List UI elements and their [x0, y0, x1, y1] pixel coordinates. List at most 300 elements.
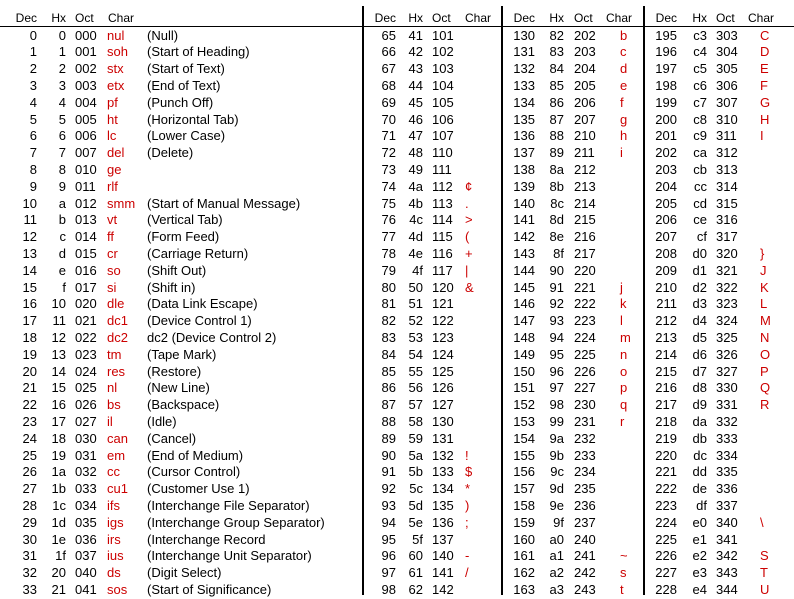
hex-cell: 4a: [408, 178, 423, 194]
description-cell: (Punch Off): [147, 94, 214, 110]
code-name-cell: tm: [107, 346, 122, 362]
hex-cell: 8f: [553, 245, 564, 261]
oct-cell: 022: [75, 329, 97, 345]
oct-cell: 014: [75, 229, 97, 245]
description-cell: (Shift Out): [147, 262, 207, 278]
oct-cell: 104: [432, 77, 454, 93]
dec-cell: 8: [29, 161, 37, 177]
dec-cell: 98: [381, 581, 396, 597]
char-cell: \: [760, 514, 764, 530]
hex-cell: 41: [408, 27, 423, 43]
hex-cell: 4c: [409, 212, 423, 228]
hex-cell: d2: [692, 279, 707, 295]
hex-cell: 8b: [549, 178, 564, 194]
dec-cell: 223: [655, 497, 677, 513]
oct-cell: 304: [716, 44, 738, 60]
char-cell: U: [760, 581, 770, 597]
dec-cell: 135: [513, 111, 535, 127]
table-row: [0, 61, 794, 78]
hex-cell: 5a: [408, 447, 423, 463]
dec-cell: 201: [655, 128, 677, 144]
oct-cell: 016: [75, 262, 97, 278]
hex-cell: 92: [549, 296, 564, 312]
char-cell: C: [760, 27, 770, 43]
oct-cell: 206: [574, 94, 596, 110]
char-cell: (: [465, 229, 470, 245]
char-cell: R: [760, 397, 770, 413]
oct-cell: 113: [432, 195, 453, 211]
hex-cell: 5b: [408, 464, 423, 480]
hex-cell: 61: [408, 565, 423, 581]
dec-cell: 77: [381, 229, 396, 245]
hex-cell: 8e: [549, 229, 564, 245]
oct-cell: 224: [574, 329, 596, 345]
dec-cell: 199: [655, 94, 677, 110]
code-name-cell: rlf: [107, 178, 118, 194]
oct-cell: 326: [716, 346, 738, 362]
dec-cell: 4: [29, 94, 37, 110]
dec-cell: 78: [381, 245, 396, 261]
char-cell: }: [760, 245, 765, 261]
dec-cell: 66: [381, 44, 396, 60]
table-row: [0, 532, 794, 549]
dec-cell: 203: [655, 161, 677, 177]
hex-cell: 1d: [51, 514, 66, 530]
table-row: [0, 364, 794, 381]
oct-cell: 214: [574, 195, 596, 211]
oct-cell: 341: [716, 531, 738, 547]
oct-cell: 332: [716, 413, 738, 429]
oct-cell: 325: [716, 329, 738, 345]
oct-cell: 132: [432, 447, 454, 463]
code-name-cell: so: [107, 262, 121, 278]
dec-cell: 204: [655, 178, 677, 194]
dec-cell: 132: [513, 61, 535, 77]
dec-cell: 162: [513, 565, 535, 581]
hex-cell: d4: [692, 313, 707, 329]
table-row: [0, 95, 794, 112]
oct-cell: 011: [75, 178, 96, 194]
dec-cell: 92: [381, 481, 396, 497]
code-name-cell: lc: [107, 128, 117, 144]
hex-cell: 17: [51, 413, 66, 429]
oct-cell: 103: [432, 61, 454, 77]
hex-cell: 8: [58, 161, 66, 177]
oct-cell: 233: [574, 447, 596, 463]
table-row: [0, 515, 794, 532]
hex-cell: 4e: [408, 245, 423, 261]
description-cell: (Cursor Control): [147, 464, 241, 480]
dec-cell: 70: [381, 111, 396, 127]
dec-cell: 28: [22, 497, 37, 513]
hex-cell: ca: [693, 145, 707, 161]
oct-cell: 220: [574, 262, 596, 278]
dec-cell: 202: [655, 145, 677, 161]
oct-cell: 037: [75, 548, 97, 564]
header-dec: Dec: [15, 11, 37, 25]
description-cell: (Backspace): [147, 397, 220, 413]
hex-cell: 14: [51, 363, 66, 379]
dec-cell: 148: [513, 329, 535, 345]
description-cell: (Delete): [147, 145, 194, 161]
dec-cell: 163: [513, 581, 535, 597]
oct-cell: 004: [75, 94, 97, 110]
hex-cell: 1a: [51, 464, 66, 480]
hex-cell: 42: [408, 44, 423, 60]
dec-cell: 75: [381, 195, 396, 211]
char-cell: h: [620, 128, 628, 144]
oct-cell: 002: [75, 61, 97, 77]
hex-cell: 91: [549, 279, 564, 295]
hex-cell: dd: [692, 464, 707, 480]
dec-cell: 89: [381, 430, 396, 446]
hex-cell: 15: [51, 380, 66, 396]
oct-cell: 336: [716, 481, 738, 497]
dec-cell: 144: [513, 262, 535, 278]
dec-cell: 214: [655, 346, 677, 362]
hex-cell: cb: [693, 161, 707, 177]
header-oct: Oct: [716, 11, 735, 25]
char-cell: ): [465, 497, 470, 513]
dec-cell: 224: [655, 514, 677, 530]
oct-cell: 020: [75, 296, 97, 312]
hex-cell: 21: [51, 581, 66, 597]
oct-cell: 230: [574, 397, 596, 413]
char-cell: >: [465, 212, 473, 228]
dec-cell: 213: [655, 329, 677, 345]
dec-cell: 209: [655, 262, 677, 278]
dec-cell: 228: [655, 581, 677, 597]
dec-cell: 88: [381, 413, 396, 429]
oct-cell: 211: [574, 145, 595, 161]
hex-cell: dc: [693, 447, 707, 463]
dec-cell: 20: [22, 363, 37, 379]
oct-cell: 316: [716, 212, 738, 228]
hex-cell: db: [692, 430, 707, 446]
dec-cell: 1: [29, 44, 37, 60]
code-name-cell: sos: [107, 581, 128, 597]
code-name-cell: dc2: [107, 329, 128, 345]
hex-cell: d1: [692, 262, 707, 278]
oct-cell: 321: [716, 262, 738, 278]
hex-cell: 58: [408, 413, 423, 429]
oct-cell: 311: [716, 128, 737, 144]
description-cell: (Data Link Escape): [147, 296, 258, 312]
dec-cell: 219: [655, 430, 677, 446]
char-cell: ~: [620, 548, 628, 564]
header-char: Char: [748, 11, 775, 25]
description-cell: (Restore): [147, 363, 202, 379]
char-cell: p: [620, 380, 628, 396]
dec-cell: 33: [22, 581, 37, 597]
char-cell: M: [760, 313, 771, 329]
hex-cell: 19: [51, 447, 66, 463]
dec-cell: 69: [381, 94, 396, 110]
oct-cell: 240: [574, 531, 596, 547]
oct-cell: 120: [432, 279, 454, 295]
table-row: [0, 380, 794, 397]
table-row: [0, 196, 794, 213]
dec-cell: 130: [513, 27, 535, 43]
dec-cell: 226: [655, 548, 677, 564]
oct-cell: 110: [432, 145, 453, 161]
dec-cell: 72: [381, 145, 396, 161]
oct-cell: 231: [574, 413, 596, 429]
dec-cell: 225: [655, 531, 677, 547]
hex-cell: f: [62, 279, 66, 295]
dec-cell: 18: [22, 329, 37, 345]
dec-cell: 221: [655, 464, 677, 480]
oct-cell: 313: [716, 161, 738, 177]
oct-cell: 024: [75, 363, 97, 379]
oct-cell: 212: [574, 161, 596, 177]
dec-cell: 157: [513, 481, 535, 497]
hex-cell: df: [696, 497, 707, 513]
dec-cell: 216: [655, 380, 677, 396]
dec-cell: 2: [29, 61, 37, 77]
char-cell: S: [760, 548, 769, 564]
header-char: Char: [465, 11, 492, 25]
hex-cell: 9b: [549, 447, 564, 463]
oct-cell: 003: [75, 77, 97, 93]
char-cell: -: [465, 548, 470, 564]
hex-cell: 4f: [412, 262, 423, 278]
hex-cell: d: [58, 245, 66, 261]
hex-cell: 59: [408, 430, 423, 446]
char-cell: *: [465, 481, 471, 497]
char-cell: ;: [465, 514, 469, 530]
dec-cell: 79: [381, 262, 396, 278]
oct-cell: 121: [432, 296, 454, 312]
char-cell: c: [620, 44, 627, 60]
oct-cell: 225: [574, 346, 596, 362]
description-cell: (Cancel): [147, 430, 197, 446]
table-row: [0, 162, 794, 179]
hex-cell: d8: [692, 380, 707, 396]
char-cell: .: [465, 195, 469, 211]
char-cell: P: [760, 363, 769, 379]
hex-cell: da: [692, 413, 707, 429]
oct-cell: 217: [574, 245, 596, 261]
oct-cell: 306: [716, 77, 738, 93]
oct-cell: 310: [716, 111, 738, 127]
hex-cell: 99: [549, 413, 564, 429]
dec-cell: 143: [513, 245, 535, 261]
dec-cell: 23: [22, 413, 37, 429]
hex-cell: 8c: [550, 195, 564, 211]
description-cell: (Customer Use 1): [147, 481, 250, 497]
dec-cell: 142: [513, 229, 535, 245]
char-cell: Q: [760, 380, 771, 396]
hex-cell: 87: [549, 111, 564, 127]
oct-cell: 330: [716, 380, 738, 396]
dec-cell: 86: [381, 380, 396, 396]
oct-cell: 123: [432, 329, 454, 345]
oct-cell: 333: [716, 430, 738, 446]
oct-cell: 235: [574, 481, 596, 497]
oct-cell: 035: [75, 514, 97, 530]
dec-cell: 19: [22, 346, 37, 362]
hex-cell: 49: [408, 161, 423, 177]
description-cell: (Horizontal Tab): [147, 111, 239, 127]
dec-cell: 207: [655, 229, 677, 245]
code-name-cell: igs: [107, 514, 124, 530]
char-cell: +: [465, 245, 473, 261]
hex-cell: 43: [408, 61, 423, 77]
hex-cell: 9c: [550, 464, 564, 480]
char-cell: e: [620, 77, 628, 93]
hex-cell: 1e: [51, 531, 66, 547]
hex-cell: 85: [549, 77, 564, 93]
table-row: [0, 128, 794, 145]
table-row: [0, 397, 794, 414]
header-hx: Hx: [692, 11, 707, 25]
hex-cell: 94: [549, 329, 564, 345]
char-cell: k: [620, 296, 627, 312]
dec-cell: 160: [513, 531, 535, 547]
dec-cell: 140: [513, 195, 535, 211]
table-row: [0, 330, 794, 347]
description-cell: (Tape Mark): [147, 346, 217, 362]
oct-cell: 221: [574, 279, 596, 295]
oct-cell: 140: [432, 548, 454, 564]
dec-cell: 212: [655, 313, 677, 329]
oct-cell: 234: [574, 464, 596, 480]
hex-cell: 60: [408, 548, 423, 564]
dec-cell: 154: [513, 430, 535, 446]
hex-cell: d0: [692, 245, 707, 261]
hex-cell: 62: [408, 581, 423, 597]
hex-cell: 95: [549, 346, 564, 362]
oct-cell: 205: [574, 77, 596, 93]
oct-cell: 315: [716, 195, 738, 211]
hex-cell: d7: [692, 363, 707, 379]
dec-cell: 9: [29, 178, 37, 194]
dec-cell: 198: [655, 77, 677, 93]
dec-cell: 81: [381, 296, 396, 312]
description-cell: (New Line): [147, 380, 210, 396]
oct-cell: 307: [716, 94, 738, 110]
char-cell: |: [465, 262, 469, 278]
hex-cell: 2: [58, 61, 66, 77]
dec-cell: 67: [381, 61, 396, 77]
oct-cell: 236: [574, 497, 596, 513]
oct-cell: 342: [716, 548, 738, 564]
code-name-cell: nul: [107, 27, 125, 43]
dec-cell: 195: [655, 27, 677, 43]
dec-cell: 97: [381, 565, 396, 581]
dec-cell: 25: [22, 447, 37, 463]
header-hx: Hx: [51, 11, 66, 25]
oct-cell: 106: [432, 111, 454, 127]
hex-cell: 5e: [408, 514, 423, 530]
description-cell: (Form Feed): [147, 229, 220, 245]
hex-cell: a3: [549, 581, 564, 597]
description-cell: (Shift in): [147, 279, 196, 295]
code-name-cell: si: [107, 279, 117, 295]
description-cell: (Interchange File Separator): [147, 497, 310, 513]
oct-cell: 033: [75, 481, 97, 497]
hex-cell: c6: [693, 77, 707, 93]
header-hx: Hx: [549, 11, 564, 25]
dec-cell: 156: [513, 464, 535, 480]
char-cell: /: [465, 565, 469, 581]
char-cell: H: [760, 111, 770, 127]
oct-cell: 125: [432, 363, 454, 379]
char-cell: m: [620, 329, 631, 345]
dec-cell: 222: [655, 481, 677, 497]
description-cell: (Start of Significance): [147, 581, 272, 597]
oct-cell: 344: [716, 581, 738, 597]
hex-cell: 1: [58, 44, 66, 60]
code-name-cell: bs: [107, 397, 121, 413]
hex-cell: cc: [694, 178, 707, 194]
hex-cell: d9: [692, 397, 707, 413]
oct-cell: 117: [432, 262, 453, 278]
hex-cell: e0: [692, 514, 707, 530]
hex-cell: e3: [692, 565, 707, 581]
dec-cell: 27: [22, 481, 37, 497]
hex-cell: d3: [692, 296, 707, 312]
code-name-cell: ge: [107, 161, 122, 177]
description-cell: (Start of Text): [147, 61, 225, 77]
hex-cell: a: [58, 195, 66, 211]
dec-cell: 147: [513, 313, 535, 329]
hex-cell: de: [692, 481, 707, 497]
oct-cell: 102: [432, 44, 454, 60]
dec-cell: 131: [513, 44, 535, 60]
dec-cell: 6: [29, 128, 37, 144]
char-cell: E: [760, 61, 769, 77]
dec-cell: 211: [656, 296, 677, 312]
char-cell: n: [620, 346, 628, 362]
dec-cell: 73: [381, 161, 396, 177]
oct-cell: 013: [75, 212, 97, 228]
oct-cell: 227: [574, 380, 596, 396]
char-cell: s: [620, 565, 627, 581]
table-row: [0, 448, 794, 465]
hex-cell: 5c: [409, 481, 423, 497]
dec-cell: 210: [655, 279, 677, 295]
oct-cell: 312: [716, 145, 738, 161]
table-row: [0, 464, 794, 481]
hex-cell: a0: [549, 531, 564, 547]
oct-cell: 023: [75, 346, 97, 362]
hex-cell: 18: [51, 430, 66, 446]
description-cell: (Interchange Group Separator): [147, 514, 325, 530]
dec-cell: 205: [655, 195, 677, 211]
oct-cell: 031: [75, 447, 97, 463]
oct-cell: 223: [574, 313, 596, 329]
dec-cell: 220: [655, 447, 677, 463]
char-cell: K: [760, 279, 769, 295]
header-hx: Hx: [408, 11, 423, 25]
table-row: [0, 414, 794, 431]
hex-cell: 52: [408, 313, 423, 329]
oct-cell: 021: [75, 313, 97, 329]
dec-cell: 206: [655, 212, 677, 228]
code-name-cell: stx: [107, 61, 124, 77]
char-cell: o: [620, 363, 628, 379]
oct-cell: 116: [432, 245, 453, 261]
code-name-cell: can: [107, 430, 128, 446]
oct-cell: 204: [574, 61, 596, 77]
hex-cell: c4: [693, 44, 707, 60]
dec-cell: 85: [381, 363, 396, 379]
dec-cell: 5: [29, 111, 37, 127]
hex-cell: 11: [52, 313, 66, 329]
oct-cell: 027: [75, 413, 97, 429]
